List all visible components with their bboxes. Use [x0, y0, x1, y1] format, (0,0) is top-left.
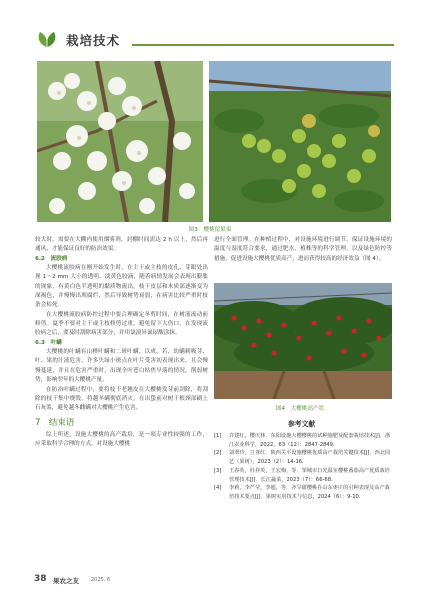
figure-3-caption: 图3 樱桃留果果 — [188, 227, 232, 233]
paragraph: 较大时，需要在大棚内使用烟雾剂，封棚时间需达 2 h 以上，然后再通风，才能保证良好的防治效果。 — [35, 237, 208, 253]
paragraph: 大樱桃的叶螨有山楂叶螨和二斑叶螨，以成、若、幼螨刺吸芽、叶、果的汁液危害，许多失绿小斑点在叶片受害初表现出来，且会慢慢蔓延，并且在危害严重时，出现全叶苍白枯焦早落的情况，削弱树势，影响翌年的大樱桃产量。 — [35, 349, 208, 384]
magazine-name: 果农之友 — [53, 577, 79, 585]
reference-item: [3] 王春英，杜祥英，王宏梅，等．邹城市日光温室樱桃番茄高产优质栽培管理技术[J]．长江蔬菜，2023（7）：66-68. — [214, 467, 390, 483]
reference-item: [1] 许建红，樱庆林．东阳设施大樱樱桃的试种施肥及配套栽培技术[J]．浙江农业科学，2022，63（12）：2847-2849. — [214, 433, 391, 448]
references-list — [214, 432, 392, 502]
issue-label: 2025. 6 — [91, 577, 111, 583]
left-column-text — [35, 236, 208, 449]
cherry-blossom-photo — [37, 61, 203, 222]
cherry-orchard-photo — [214, 283, 392, 399]
paragraph: 在防治叶螨过程中，要将枝干老翘皮在大樱桃发芽前刮除，将刮除的枝干集中烧毁，将越冬螨彻底消灭，在出蛰前对树干根颈部刷上石灰浆，避免越冬雌螨对大樱桃产生危害。 — [35, 386, 208, 412]
paragraph: 综上所述，设施大樱桃的高产栽培，是一项专业性较强的工作，应采取科学合理的方式，对设施大樱桃 — [35, 431, 208, 447]
page-number: 38 — [34, 574, 47, 584]
figure-4-caption: 图4 大樱桃高产状 — [275, 406, 325, 412]
green-cherry-photo — [209, 61, 391, 222]
right-column-text — [214, 236, 392, 264]
paragraph: 进行全面管理。在种植过程中，对设施环境进行调节，保证设施环境的温度与湿度符合要求，通过肥水、植株等的科学管理，以及绿色防控等措施，促进设施大樱桃优质高产，进而获得较高的经济效益（图 4）。 — [214, 237, 392, 262]
subheading-6-2: 6.2 流胶病 — [35, 255, 68, 262]
subheading-6-3: 6.3 叶螨 — [35, 339, 62, 346]
paragraph: 大樱桃流胶病在刚开始发生时，在主干或主枝的皮孔、芽眼处出现 1～2 mm 大小的透明、淡黄色胶滴，随着病情发展会表现出膨胀的现象，有黄白色半透明的黏质物流出，枝干皮层和木质部逐渐变为深褐色，并慢慢出现腐烂，然后导致树势衰弱，在病害比较严重时枝条会枯死。 — [35, 265, 208, 309]
leaf-logo-icon — [36, 31, 58, 49]
header-rule — [132, 44, 394, 46]
references-title: 参考文献 — [288, 420, 316, 428]
section-heading-7: 7 结束语 — [35, 417, 75, 428]
reference-item: [4] 李莉，李严莹，李超，等．齐旱甜樱桃在山东枣庄的引种表现及高产栽培技术要点[J]．果树实用技术与信息，2024（6）：9-10. — [214, 485, 390, 500]
section-title: 栽培技术 — [66, 33, 121, 48]
paragraph: 在大樱桃流胶病防控过程中要合理确定冬剪时间，在树液流动前修剪。夏季不要对主干或主枝修剪过重，避免留下大伤口。在发现流胶病之后，要及时刮除病害部分，并用氯溴异氰尿酸涂抹。 — [35, 311, 208, 337]
reference-item: [2] 刘翠玲，豆亚红．陕西关平设施樱桃优质高产栽培关键技术[J]．西北园艺（果树），2023（2）：14-16. — [214, 450, 391, 466]
